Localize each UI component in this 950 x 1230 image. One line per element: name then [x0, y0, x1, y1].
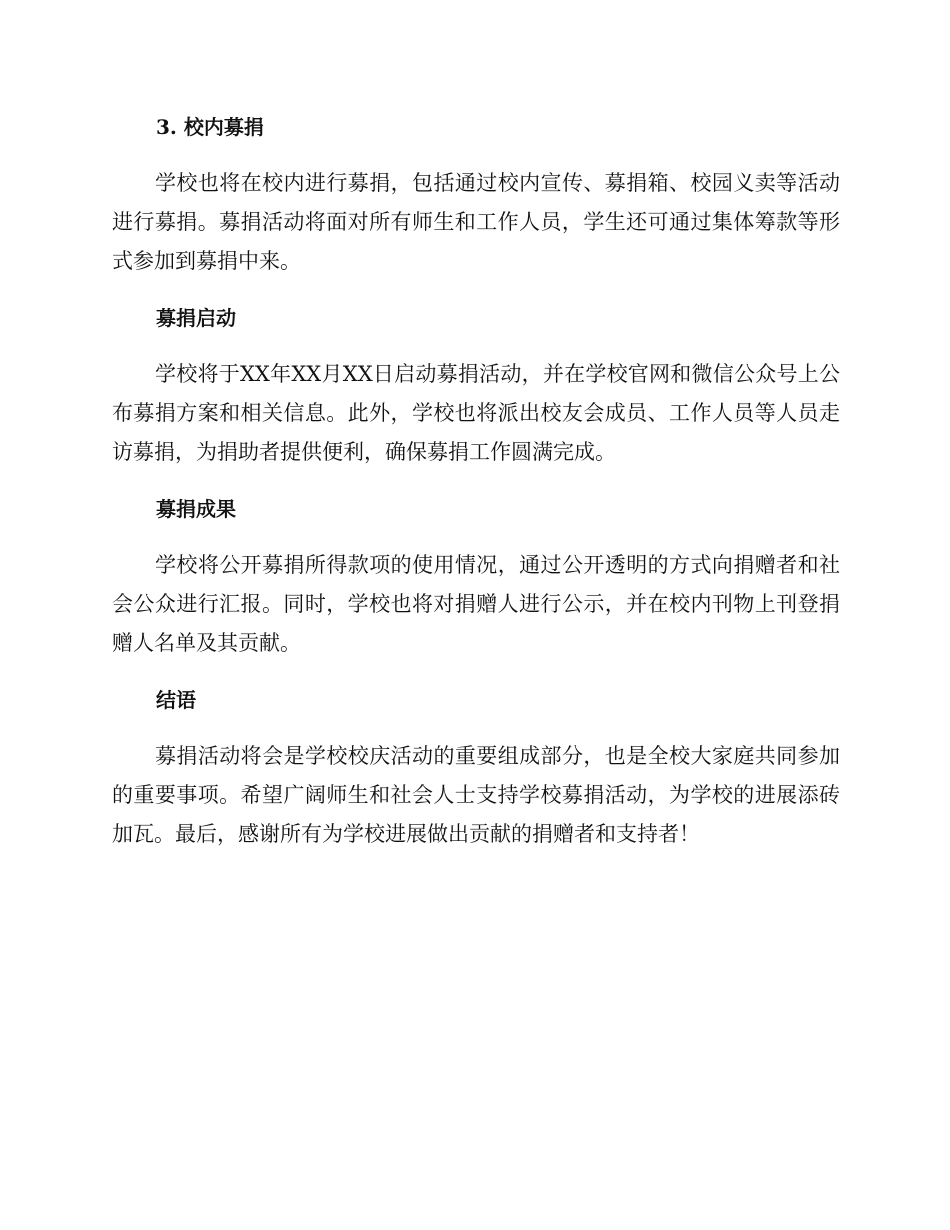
- section-heading-campus-fundraising: 3. 校内募捐: [156, 115, 264, 139]
- section-heading-conclusion: 结语: [156, 688, 196, 712]
- section-paragraph-fundraising-results: 学校将公开募捐所得款项的使用情况，通过公开透明的方式向捐赠者和社会公众进行汇报。同时，学校也将对捐赠人进行公示，并在校内刊物上刊登捐赠人名单及其贡献。: [112, 553, 840, 655]
- section-paragraph-fundraising-launch: 学校将于XX年XX月XX日启动募捐活动，并在学校官网和微信公众号上公布募捐方案和相关信息。此外，学校也将派出校友会成员、工作人员等人员走访募捐，为捐助者提供便利，确保募捐工作圆满完成。: [112, 362, 840, 464]
- section-paragraph-campus-fundraising: 学校也将在校内进行募捐，包括通过校内宣传、募捐箱、校园义卖等活动进行募捐。募捐活动将面对所有师生和工作人员，学生还可通过集体筹款等形式参加到募捐中来。: [112, 171, 840, 273]
- section-heading-fundraising-results: 募捐成果: [156, 497, 236, 521]
- section-paragraph-conclusion: 募捐活动将会是学校校庆活动的重要组成部分，也是全校大家庭共同参加的重要事项。希望广阔师生和社会人士支持学校募捐活动，为学校的进展添砖加瓦。最后，感谢所有为学校进展做出贡献的捐赠者和支持者！: [112, 744, 840, 846]
- document-body: [112, 112, 840, 854]
- section-heading-fundraising-launch: 募捐启动: [156, 306, 236, 330]
